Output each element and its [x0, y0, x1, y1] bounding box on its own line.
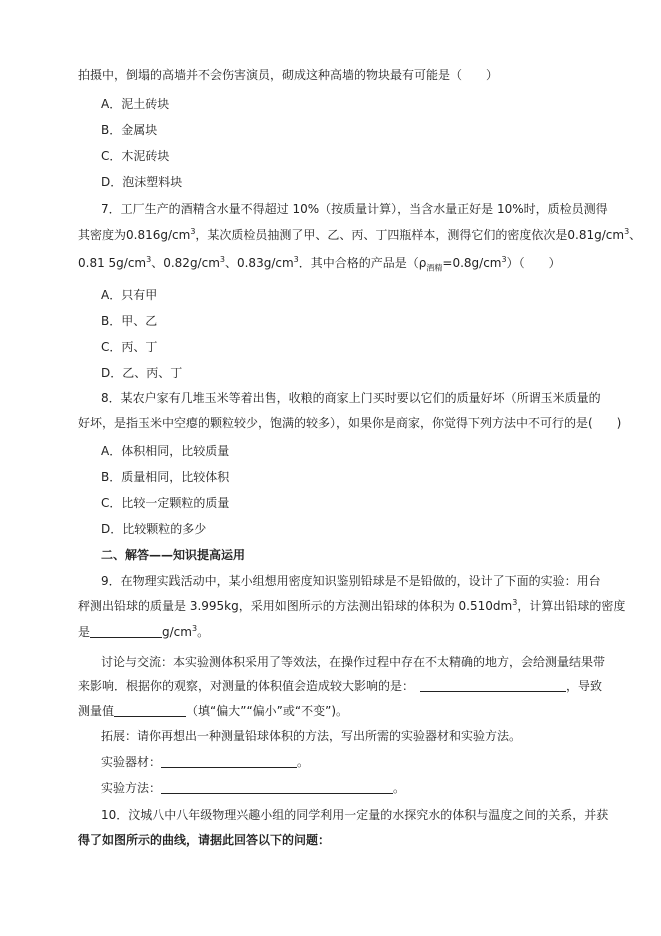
superscript: 3: [191, 624, 198, 633]
q9-measured-value: 测量值: [78, 704, 115, 718]
q6-option-c: C．木泥砖块: [101, 149, 170, 163]
q7-density-4: 、0.83g/cm: [224, 256, 294, 270]
q7-line-1: 7．工厂生产的酒精含水量不得超过 10%（按质量计算），当含水量正好是 10%时，质检员测得: [101, 202, 608, 216]
method-period: 。: [393, 781, 406, 795]
method-label: 实验方法：: [101, 781, 162, 795]
equipment-label: 实验器材：: [101, 755, 162, 769]
q9-mass-volume: 秤测出铅球的质量是 3.995kg，采用如图所示的方法测出铅球的体积为 0.510dm: [78, 599, 513, 613]
q10-line-1: 10．汶城八中八年级物理兴趣小组的同学利用一定量的水探究水的体积与温度之间的关系，并获: [101, 808, 609, 822]
q9-leads-to: ，导致: [566, 679, 603, 693]
q9-unit: g/cm: [162, 625, 192, 639]
q10-line-2: 得了如图所示的曲线，请据此回答以下的问题：: [78, 833, 331, 847]
q7-option-a: A．只有甲: [101, 288, 158, 302]
equipment-answer-blank[interactable]: [161, 755, 297, 768]
q7-comma: 、: [629, 228, 642, 242]
bias-answer-blank[interactable]: [114, 704, 186, 717]
equipment-period: 。: [297, 755, 310, 769]
q7-option-b: B．甲、乙: [101, 314, 158, 328]
q9-discussion-1: 讨论与交流：本实验测体积采用了等效法，在操作过程中存在不太精确的地方，会给测量结果带: [101, 655, 606, 669]
superscript: 3: [501, 255, 507, 264]
q7-density-3: 、0.82g/cm: [151, 256, 220, 270]
q9-discussion-3: [78, 703, 348, 719]
q7-answer-bracket: ）（ ）: [506, 256, 561, 270]
q7-option-d: D．乙、丙、丁: [101, 366, 183, 380]
q8-option-a: A．体积相同，比较质量: [101, 444, 230, 458]
superscript: 3: [190, 227, 196, 236]
subscript: 酒精: [426, 263, 443, 273]
q9-calc-text: ，计算出铅球的密度: [517, 599, 626, 613]
q8-option-b: B．质量相同，比较体积: [101, 470, 230, 484]
superscript: 3: [624, 227, 630, 236]
q6-stem-tail: 拍摄中，倒塌的高墙并不会伤害演员，砌成这种高墙的物块最有可能是（ ）: [78, 68, 499, 82]
q8-option-d: D．比较颗粒的多少: [101, 522, 207, 536]
q7-density-1: 其密度为0.816g/cm: [78, 228, 191, 242]
q9-line-2: [78, 598, 625, 614]
q7-alcohol-density: =0.8g/cm: [442, 256, 502, 270]
section-heading: 二、解答——知识提高运用: [101, 548, 246, 562]
q6-option-a: A．泥土砖块: [101, 97, 170, 111]
rho-symbol: ρ: [418, 256, 427, 270]
q9-discussion-2: [78, 678, 602, 694]
q8-line-2: 好坏，是指玉米中空瘪的颗粒较少，饱满的较多），如果你是商家，你觉得下列方法中不可行的是( ): [78, 416, 622, 430]
q8-line-1: 8．某农户家有几堆玉米等着出售，收粮的商家上门买时要以它们的质量好坏（所谓玉米质量的: [101, 391, 601, 405]
q9-is: 是: [78, 625, 91, 639]
method-answer-blank[interactable]: [161, 781, 393, 794]
q9-period: 。: [197, 625, 210, 639]
q9-discussion-text: 来影响．根据你的观察，对测量的体积值会造成较大影响的是：: [78, 679, 415, 693]
superscript: 3: [512, 598, 518, 607]
q9-method: [101, 780, 405, 796]
q7-line-2: [78, 227, 641, 243]
q7-density-2: 0.81 5g/cm: [78, 256, 147, 270]
q7-question: ．其中合格的产品是（: [298, 256, 419, 270]
q9-line-3: [78, 624, 209, 640]
q7-option-c: C．丙、丁: [101, 340, 158, 354]
superscript: 3: [293, 255, 299, 264]
influence-answer-blank[interactable]: [420, 679, 566, 692]
superscript: 3: [146, 255, 152, 264]
q8-option-c: C．比较一定颗粒的质量: [101, 496, 230, 510]
q7-line-3: [78, 255, 561, 271]
q7-density-list: ，某次质检员抽测了甲、乙、丙、丁四瓶样本，测得它们的密度依次是0.81g/cm: [195, 228, 625, 242]
q9-line-1: 9．在物理实践活动中，某小组想用密度知识鉴别铅球是不是铅做的，设计了下面的实验：用台: [101, 574, 601, 588]
superscript: 3: [219, 255, 225, 264]
q9-extension: 拓展：请你再想出一种测量铅球体积的方法，写出所需的实验器材和实验方法。: [101, 729, 522, 743]
q9-equipment: [101, 754, 309, 770]
q6-option-d: D．泡沫塑料块: [101, 175, 183, 189]
density-answer-blank[interactable]: [90, 625, 162, 638]
q9-fill-hint: （填“偏大”“偏小”或“不变”)。: [186, 704, 348, 718]
q6-option-b: B．金属块: [101, 123, 158, 137]
